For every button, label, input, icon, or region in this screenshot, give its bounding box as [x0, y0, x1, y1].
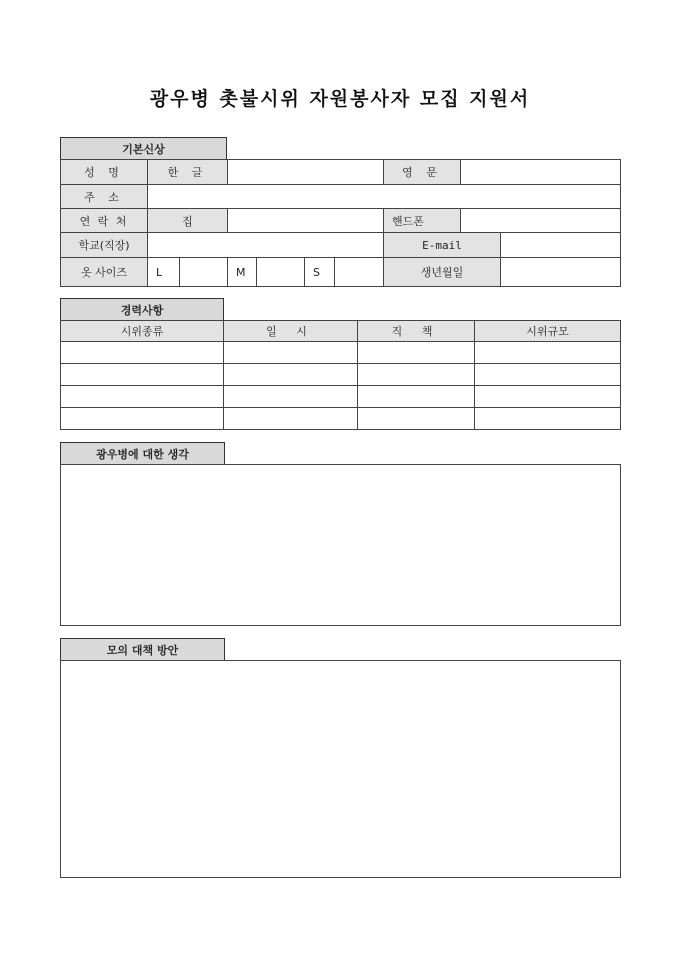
form-title: 광우병 촛불시위 자원봉사자 모집 지원서	[149, 88, 531, 110]
opinion-textarea[interactable]	[60, 464, 621, 626]
section-plan-tab: 모의 대책 방안	[60, 638, 225, 661]
size-l-field[interactable]	[179, 257, 228, 287]
section-opinion-tab: 광우병에 대한 생각	[60, 442, 225, 465]
career-header-role: 직 책	[357, 320, 475, 342]
size-s-field[interactable]	[334, 257, 384, 287]
size-m-field[interactable]	[256, 257, 305, 287]
plan-textarea[interactable]	[60, 660, 621, 878]
career-cell[interactable]	[223, 407, 358, 430]
career-cell[interactable]	[357, 385, 475, 408]
career-cell[interactable]	[60, 341, 224, 364]
career-cell[interactable]	[223, 341, 358, 364]
career-cell[interactable]	[474, 363, 621, 386]
english-name-field[interactable]	[460, 159, 621, 185]
address-field[interactable]	[147, 184, 621, 209]
email-label: E-mail	[383, 232, 501, 258]
name-label: 성 명	[60, 159, 148, 185]
career-header-type: 시위종류	[60, 320, 224, 342]
contact-label: 연 락 처	[60, 208, 148, 233]
birth-label: 생년월일	[383, 257, 501, 287]
career-cell[interactable]	[474, 407, 621, 430]
section-career-tab: 경력사항	[60, 298, 224, 321]
career-cell[interactable]	[357, 341, 475, 364]
home-phone-label: 집	[147, 208, 228, 233]
english-name-label: 영 문	[383, 159, 461, 185]
mobile-label: 핸드폰	[383, 208, 461, 233]
size-label: 옷 사이즈	[60, 257, 148, 287]
mobile-field[interactable]	[460, 208, 621, 233]
home-phone-field[interactable]	[227, 208, 384, 233]
school-label: 학교(직장)	[60, 232, 148, 258]
size-m-label: M	[227, 257, 257, 287]
career-cell[interactable]	[357, 363, 475, 386]
korean-name-field[interactable]	[227, 159, 384, 185]
korean-name-label: 한 글	[147, 159, 228, 185]
career-header-date: 일 시	[223, 320, 358, 342]
school-field[interactable]	[147, 232, 384, 258]
career-cell[interactable]	[60, 363, 224, 386]
career-cell[interactable]	[60, 407, 224, 430]
career-header-scale: 시위규모	[474, 320, 621, 342]
birth-field[interactable]	[500, 257, 621, 287]
career-cell[interactable]	[223, 363, 358, 386]
size-s-label: S	[304, 257, 335, 287]
section-basic-tab: 기본신상	[60, 137, 227, 160]
career-cell[interactable]	[223, 385, 358, 408]
career-cell[interactable]	[357, 407, 475, 430]
career-cell[interactable]	[474, 341, 621, 364]
email-field[interactable]	[500, 232, 621, 258]
career-cell[interactable]	[474, 385, 621, 408]
career-cell[interactable]	[60, 385, 224, 408]
address-label: 주 소	[60, 184, 148, 209]
size-l-label: L	[147, 257, 180, 287]
